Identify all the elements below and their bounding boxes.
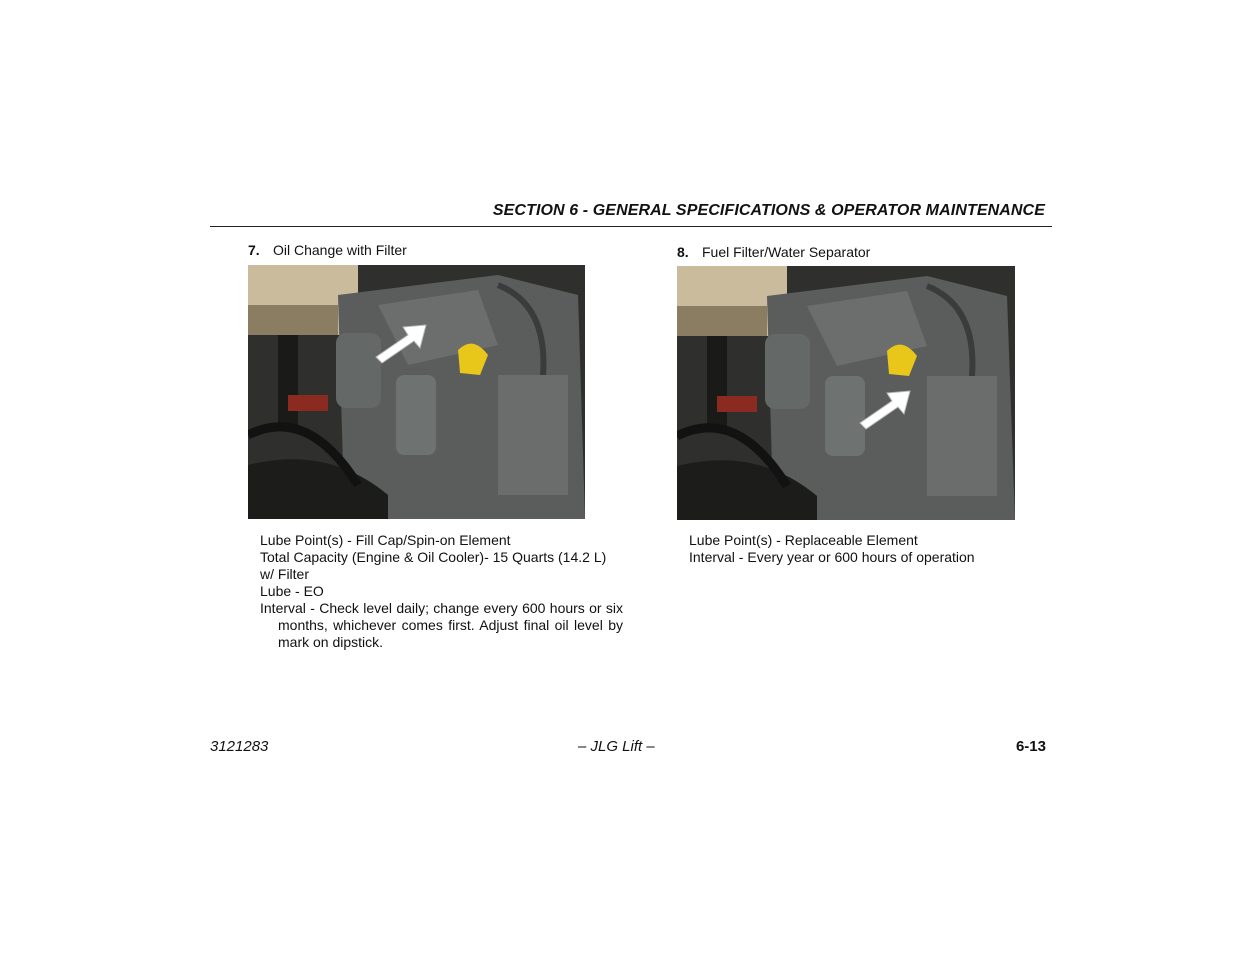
footer-page-number: 6-13 — [1015, 738, 1046, 755]
footer-center-label: – JLG Lift – — [578, 738, 655, 755]
header-divider — [210, 226, 1052, 227]
engine-photo-fuel-filter — [677, 266, 1015, 520]
step-details-oil-change — [260, 532, 623, 651]
footer-doc-number: 3121283 — [210, 738, 269, 755]
step-title: Oil Change with Filter — [273, 242, 407, 258]
step-title: Fuel Filter/Water Separator — [702, 244, 871, 260]
detail-line: Total Capacity (Engine & Oil Cooler)- 15 Quarts (14.2 L) w/ Filter — [260, 549, 607, 582]
detail-line: Lube Point(s) - Fill Cap/Spin-on Element — [260, 532, 511, 548]
detail-line: Interval - Check level daily; change every 600 hours or six months, whichever comes first. Adjust final oil level by mark on dipstick. — [260, 600, 623, 650]
detail-line: Lube Point(s) - Replaceable Element — [689, 532, 918, 548]
step-number: 8. — [677, 244, 689, 260]
step-number: 7. — [248, 242, 260, 258]
engine-photo-fuel-filter-image — [677, 266, 1015, 520]
detail-line: Lube - EO — [260, 583, 324, 599]
detail-line: Interval - Every year or 600 hours of operation — [689, 549, 975, 565]
engine-photo-oil-filter-image — [248, 265, 585, 519]
section-title: SECTION 6 - GENERAL SPECIFICATIONS & OPERATOR MAINTENANCE — [492, 202, 1045, 219]
step-heading-fuel-filter — [677, 244, 870, 260]
engine-photo-oil-filter — [248, 265, 585, 519]
step-details-fuel-filter — [689, 532, 1019, 566]
step-heading-oil-change — [248, 242, 407, 258]
